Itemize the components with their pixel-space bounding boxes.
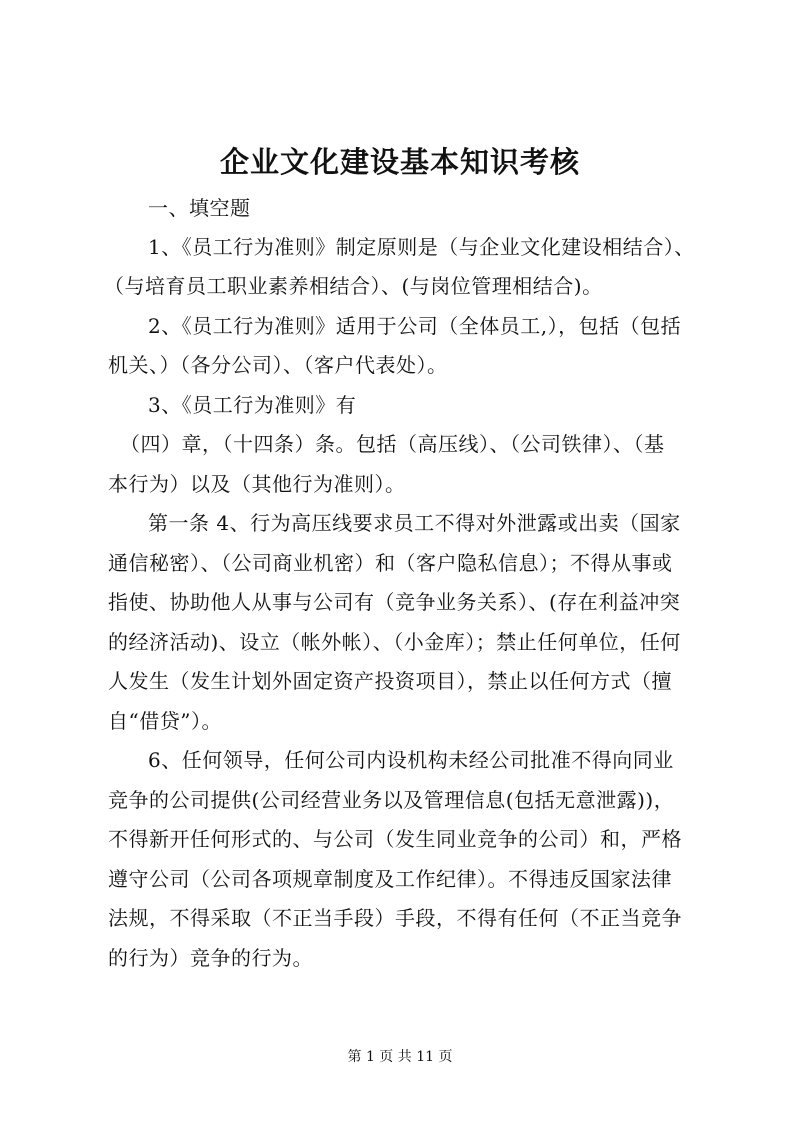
text-line: 竞争的公司提供(公司经营业务以及管理信息(包括无意泄露))， (108, 788, 675, 812)
text-line: 第一条 4、行为高压线要求员工不得对外泄露或出卖（国家 (148, 511, 681, 535)
text-line: 人发生（发生计划外固定资产投资项目），禁止以任何方式（擅 (108, 669, 672, 693)
text-line: 6、任何领导，任何公司内设机构未经公司批准不得向同业 (148, 748, 674, 772)
text-line: 本行为）以及（其他行为准则）。 (108, 472, 406, 496)
text-line: 指使、协助他人从事与公司有（竞争业务关系）、(存在利益冲突 (108, 590, 681, 614)
text-line: 3、《员工行为准则》有 (148, 393, 357, 417)
text-line: 自“借贷”）。 (108, 709, 222, 733)
document-title: 企业文化建设基本知识考核 (219, 145, 580, 179)
text-line: 通信秘密）、（公司商业机密）和（客户隐私信息）；不得从事或 (108, 551, 673, 575)
text-line: 的行为）竞争的行为。 (108, 946, 313, 970)
text-line: 法规，不得采取（不正当手段）手段，不得有任何（不正当竞争 (108, 906, 682, 930)
text-line: 2、《员工行为准则》适用于公司（全体员工,），包括（包括 (148, 314, 682, 338)
text-line: 机关、）（各分公司）、（客户代表处）。 (108, 353, 448, 377)
text-line: （与培育员工职业素养相结合）、(与岗位管理相结合)。 (104, 274, 603, 298)
page-footer: 第 1 页 共 11 页 (347, 1049, 453, 1065)
section-heading: 一、填空题 (148, 196, 251, 220)
text-line: 遵守公司（公司各项规章制度及工作纪律）。不得违反国家法律 (108, 867, 672, 891)
text-line: 的经济活动)、设立（帐外帐）、（小金库）；禁止任何单位，任何 (108, 630, 681, 654)
text-line: 1、《员工行为准则》制定原则是（与企业文化建设相结合）、 (148, 235, 695, 259)
text-line: 不得新开任何形式的、与公司（发生同业竞争的公司）和，严格 (108, 827, 682, 851)
text-line: （四）章，（十四条）条。包括（高压线）、（公司铁律）、（基 (120, 432, 665, 456)
